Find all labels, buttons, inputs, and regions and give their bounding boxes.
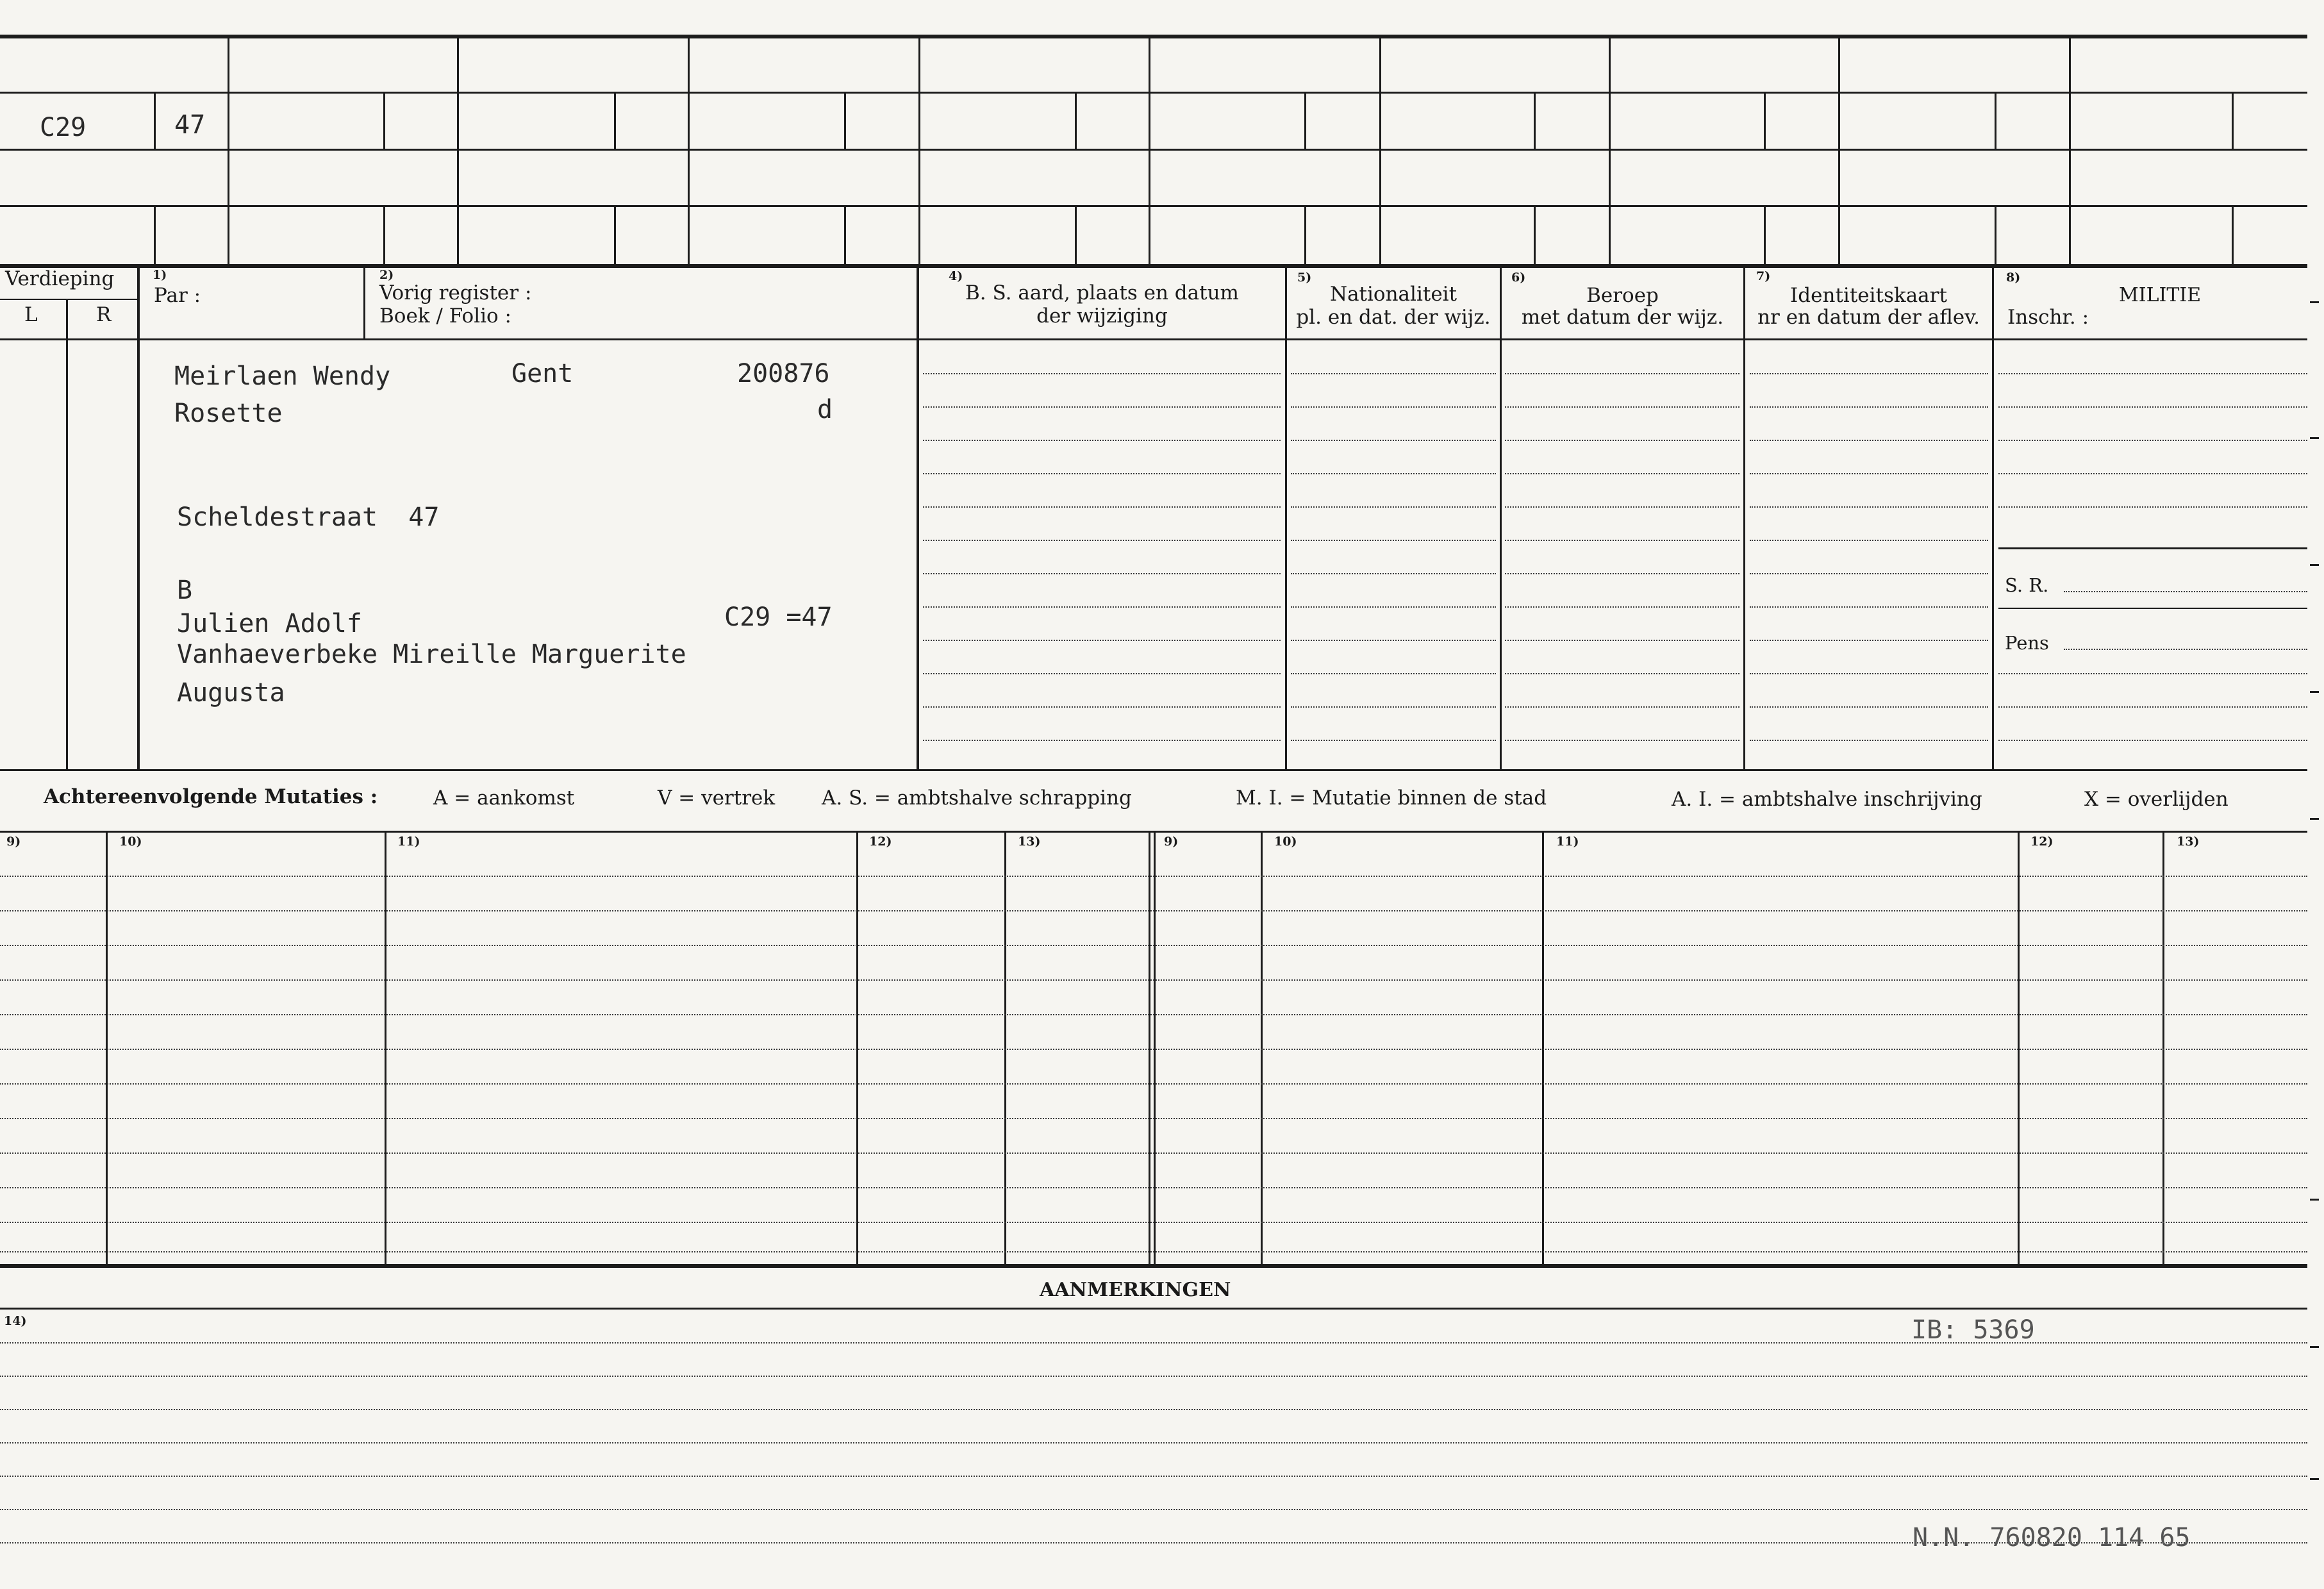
pens-line	[2064, 649, 2307, 650]
footnote-8: 8)	[2006, 270, 2021, 285]
col-divider-bs	[917, 268, 919, 770]
top-tick	[1764, 94, 1766, 149]
dotted-line	[1291, 573, 1496, 574]
mut-col-11: 11)	[397, 835, 420, 849]
dotted-line	[1750, 740, 1988, 741]
dotted-line	[1998, 506, 2307, 508]
legend-mi: M. I. = Mutatie binnen de stad	[1236, 786, 1547, 810]
top-tick	[154, 207, 156, 264]
col-divider-id	[1743, 268, 1745, 770]
remark-line	[0, 1442, 2307, 1443]
dotted-line	[1291, 706, 1496, 708]
mut-col-10: 10)	[119, 835, 142, 849]
top-vline	[1838, 35, 1840, 265]
nat-header-line2: pl. en dat. der wijz.	[1296, 306, 1491, 329]
top-row-line-1	[0, 92, 2307, 94]
person-birthdate: 200876	[737, 359, 830, 388]
person-ref: C29 =47	[724, 603, 833, 632]
dotted-line	[1750, 673, 1988, 674]
mut-row-line	[0, 1222, 2307, 1223]
dotted-line	[1291, 673, 1496, 674]
top-tick	[2232, 94, 2234, 149]
legend-ai: A. I. = ambtshalve inschrijving	[1672, 788, 1982, 811]
bs-header-line2: der wijziging	[1036, 304, 1168, 328]
col-divider-register	[363, 268, 365, 340]
remark-line	[0, 1342, 2307, 1344]
dotted-line	[923, 606, 1281, 608]
top-vline	[2069, 35, 2071, 265]
dotted-line	[923, 440, 1281, 441]
mut-col-9: 9)	[6, 835, 21, 849]
footnote-14: 14)	[4, 1314, 27, 1328]
footnote-1: 1)	[153, 268, 167, 282]
dotted-line	[1998, 706, 2307, 708]
top-tick	[383, 207, 385, 264]
top-row-line-3	[0, 205, 2307, 207]
mut-row-line	[0, 1049, 2307, 1050]
legend-x: X = overlijden	[2084, 788, 2229, 811]
dotted-line	[1291, 740, 1496, 741]
footnote-6: 6)	[1511, 270, 1526, 285]
dotted-line	[1750, 706, 1988, 708]
vorig-register-label: Vorig register :	[379, 281, 532, 304]
remark-line	[0, 1409, 2307, 1410]
legend-v: V = vertrek	[658, 786, 776, 810]
margin-tick	[2310, 691, 2319, 693]
dotted-line	[923, 373, 1281, 374]
top-code: C29	[40, 113, 87, 142]
sr-label: S. R.	[2005, 574, 2049, 596]
dotted-line	[1291, 606, 1496, 608]
col-divider-par	[137, 268, 140, 770]
id-header-line2: nr en datum der aflev.	[1757, 306, 1980, 329]
inschr-label: Inschr. :	[2007, 306, 2089, 329]
top-tick	[844, 207, 846, 264]
top-tick	[1995, 207, 1996, 264]
mut-row-line	[0, 1187, 2307, 1188]
person-mother: Vanhaeverbeke Mireille Marguerite	[177, 640, 686, 669]
dotted-line	[1505, 640, 1739, 641]
top-tick	[1304, 207, 1306, 264]
dotted-line	[923, 673, 1281, 674]
l-label: L	[24, 303, 38, 326]
aanmerkingen-title: AANMERKINGEN	[1040, 1279, 1231, 1301]
verdieping-label: Verdieping	[5, 267, 115, 290]
mut-col-13: 13)	[1018, 835, 1041, 849]
dotted-line	[1505, 473, 1739, 474]
dotted-line	[1998, 740, 2307, 741]
top-tick	[1304, 94, 1306, 149]
dotted-line	[1750, 506, 1988, 508]
margin-tick	[2310, 818, 2319, 820]
dotted-line	[1291, 440, 1496, 441]
col-divider-militie	[1992, 268, 1994, 770]
dotted-line	[1291, 506, 1496, 508]
ib-number: IB: 5369	[1911, 1315, 2035, 1345]
top-vline	[457, 35, 459, 265]
dotted-line	[1750, 573, 1988, 574]
mut-col-12b: 12)	[2030, 835, 2054, 849]
top-tick	[614, 94, 616, 149]
dotted-line	[1505, 506, 1739, 508]
nat-header-line1: Nationaliteit	[1329, 283, 1457, 306]
dotted-line	[923, 640, 1281, 641]
par-label: Par :	[154, 284, 201, 307]
r-label: R	[96, 303, 112, 326]
header-top-border	[0, 264, 2307, 268]
mut-col-10b: 10)	[1274, 835, 1297, 849]
mutaties-title: Achtereenvolgende Mutaties :	[44, 785, 378, 808]
person-mother-2: Augusta	[177, 678, 285, 708]
boek-folio-label: Boek / Folio :	[379, 304, 511, 328]
dotted-line	[1750, 440, 1988, 441]
margin-tick	[2310, 437, 2319, 439]
dotted-line	[923, 740, 1281, 741]
sr-separator	[1998, 608, 2307, 609]
dotted-line	[1505, 406, 1739, 408]
footnote-4: 4)	[949, 269, 963, 283]
mut-row-line	[0, 910, 2307, 911]
dotted-line	[923, 506, 1281, 508]
person-father: Julien Adolf	[177, 609, 362, 638]
mut-row-line	[0, 979, 2307, 981]
dotted-line	[923, 706, 1281, 708]
top-vline	[228, 35, 229, 265]
dotted-line	[923, 573, 1281, 574]
dotted-line	[1998, 373, 2307, 374]
header-bottom-border	[0, 338, 2307, 340]
dotted-line	[923, 406, 1281, 408]
top-vline	[1149, 35, 1150, 265]
bs-header-line1: B. S. aard, plaats en datum	[965, 281, 1239, 304]
person-city: Gent	[511, 359, 574, 388]
dotted-line	[1291, 540, 1496, 541]
top-vline	[688, 35, 690, 265]
legend-a: A = aankomst	[433, 786, 575, 810]
dotted-line	[1505, 673, 1739, 674]
dotted-line	[1998, 473, 2307, 474]
beroep-header-line2: met datum der wijz.	[1521, 306, 1724, 329]
verdieping-divider	[0, 299, 137, 300]
dotted-line	[1998, 406, 2307, 408]
nn-number: N.N. 760820 114 65	[1913, 1523, 2191, 1552]
dotted-line	[1750, 406, 1988, 408]
top-tick	[1995, 94, 1996, 149]
margin-tick	[2310, 1478, 2319, 1480]
top-tick	[614, 207, 616, 264]
beroep-header-line1: Beroep	[1586, 284, 1659, 307]
id-header-line1: Identiteitskaart	[1790, 284, 1947, 307]
person-first-name-2: Rosette	[174, 399, 283, 428]
margin-tick	[2310, 301, 2319, 303]
mut-row-line	[0, 1014, 2307, 1015]
dotted-line	[1505, 706, 1739, 708]
remark-line	[0, 1376, 2307, 1377]
dotted-line	[1998, 440, 2307, 441]
margin-tick	[2310, 1199, 2319, 1201]
dotted-line	[1998, 673, 2307, 674]
mut-col-9b: 9)	[1164, 835, 1179, 849]
aanmerkingen-top-border	[0, 1308, 2307, 1310]
top-vline	[1609, 35, 1611, 265]
top-tick	[1764, 207, 1766, 264]
dotted-line	[1291, 640, 1496, 641]
mut-col-11b: 11)	[1556, 835, 1579, 849]
dotted-line	[1750, 473, 1988, 474]
top-border	[0, 35, 2307, 38]
dotted-line	[1750, 373, 1988, 374]
remark-line	[0, 1476, 2307, 1477]
mut-row-line	[0, 945, 2307, 946]
dotted-line	[1505, 573, 1739, 574]
remark-line	[0, 1509, 2307, 1510]
margin-tick	[2310, 564, 2319, 566]
top-tick	[1075, 94, 1077, 149]
dotted-line	[1505, 740, 1739, 741]
person-block-bottom-border	[0, 769, 2307, 771]
mut-row-line	[0, 1118, 2307, 1119]
mut-row-line	[0, 1083, 2307, 1085]
dotted-line	[1291, 406, 1496, 408]
dotted-line	[923, 540, 1281, 541]
dotted-line	[1750, 640, 1988, 641]
militie-label: MILITIE	[2119, 284, 2202, 306]
dotted-line	[1505, 606, 1739, 608]
mut-row-line	[0, 1152, 2307, 1154]
person-surname-first: Meirlaen Wendy	[174, 362, 391, 391]
legend-as: A. S. = ambtshalve schrapping	[822, 786, 1132, 810]
dotted-line	[1750, 540, 1988, 541]
mut-row-line	[0, 1251, 2307, 1252]
mut-col-13b: 13)	[2177, 835, 2200, 849]
dotted-line	[923, 473, 1281, 474]
dotted-line	[1291, 373, 1496, 374]
footnote-2: 2)	[379, 268, 394, 282]
pens-label: Pens	[2005, 632, 2049, 654]
dotted-line	[1505, 540, 1739, 541]
margin-tick	[2310, 1346, 2319, 1348]
top-tick	[844, 94, 846, 149]
footnote-5: 5)	[1297, 270, 1312, 285]
footnote-7: 7)	[1756, 269, 1771, 283]
sr-line	[2064, 591, 2307, 592]
dotted-line	[1505, 440, 1739, 441]
top-tick	[2232, 207, 2234, 264]
col-l-r-divider	[66, 299, 68, 770]
person-sex: d	[817, 395, 833, 424]
top-tick	[383, 94, 385, 149]
top-vline	[1379, 35, 1381, 265]
dotted-line	[1505, 373, 1739, 374]
person-street: Scheldestraat 47	[177, 503, 440, 532]
top-tick	[1075, 207, 1077, 264]
militie-separator	[1998, 547, 2307, 549]
mut-col-12: 12)	[869, 835, 892, 849]
col-divider-nat	[1285, 268, 1287, 770]
top-tick	[1534, 94, 1536, 149]
col-divider-beroep	[1500, 268, 1502, 770]
person-nationality-code: B	[177, 576, 193, 605]
top-number: 47	[174, 110, 206, 140]
dotted-line	[1291, 473, 1496, 474]
dotted-line	[1750, 606, 1988, 608]
top-tick	[1534, 207, 1536, 264]
mut-row-line	[0, 876, 2307, 877]
top-vline	[918, 35, 920, 265]
top-tick	[154, 94, 156, 149]
top-row-line-2	[0, 149, 2307, 151]
